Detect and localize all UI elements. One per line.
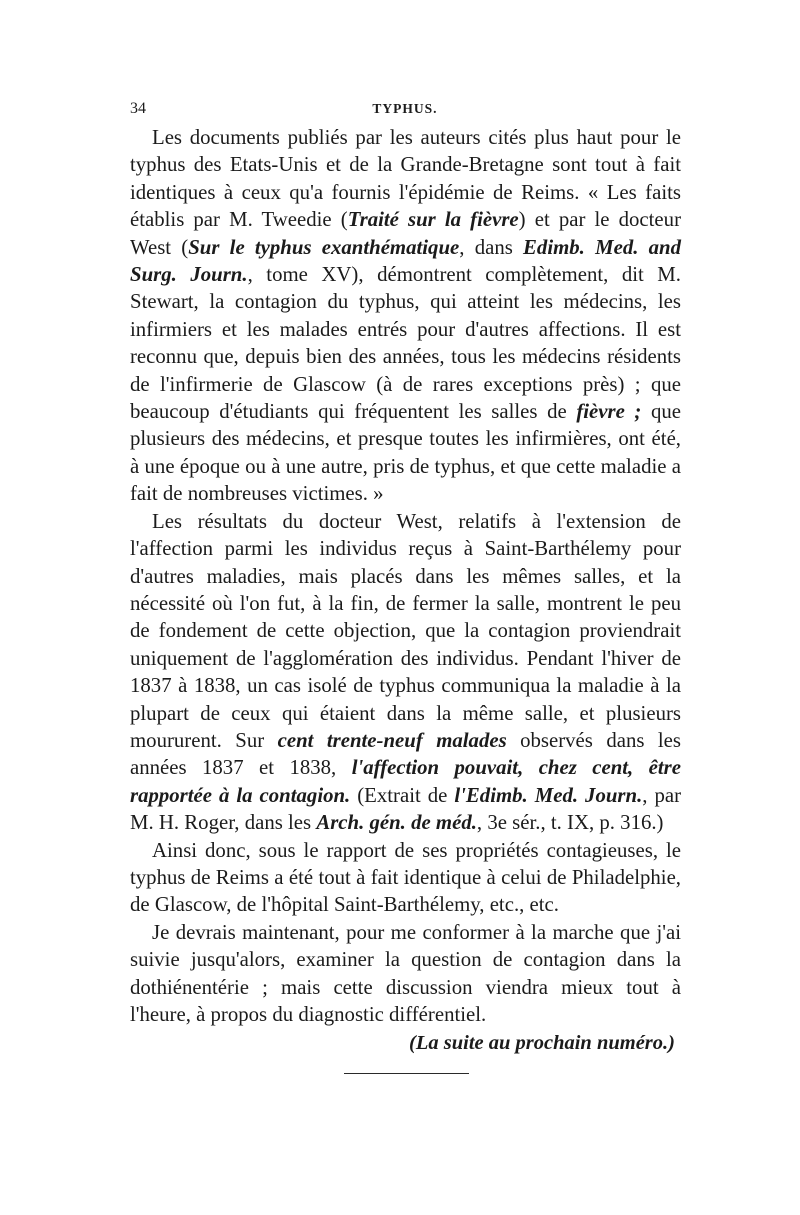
body-text	[130, 124, 681, 1028]
italic-run: cent trente-neuf malades	[277, 728, 507, 752]
text-run: , dans	[459, 235, 524, 259]
text-run: (Extrait de	[350, 783, 455, 807]
text-run: Les documents publiés par les auteurs cités plus haut pour le typhus des Etats-Unis et de la Grande-Bretagne sont tout à fait identiques à ceux qu'a fournis l'épidémie de Reims. « Les faits établis par M. Tweedie (	[130, 126, 681, 232]
italic-run: Traité sur la fièvre	[347, 208, 519, 232]
italic-run: l'affection pouvait, chez cent, être rapportée à la contagion.	[130, 756, 682, 807]
running-head	[130, 100, 680, 124]
paragraph	[130, 919, 681, 1029]
paragraph	[130, 508, 681, 837]
closing-rule	[344, 1073, 469, 1074]
text-run: , par M. H. Roger, dans les	[130, 783, 682, 835]
italic-run: Edimb. Med. and Surg. Journ.	[130, 235, 682, 287]
italic-run: Arch. gén. de méd.	[316, 811, 477, 835]
text-run: observés dans les années 1837 et 1838,	[130, 728, 681, 780]
text-run: Ainsi donc, sous le rapport de ses propriétés contagieuses, le typhus de Reims a été tout à fait identique à celui de Philadelphie, de Glascow, de l'hôpital Saint-Barthélemy, etc., etc.	[130, 838, 681, 917]
running-title: TYPHUS.	[372, 101, 438, 116]
text-run: , tome XV), démontrent complètement, dit M. Stewart, la contagion du typhus, qui atteint les médecins, les infirmiers et les malades entrés pour d'autres affections. Il est reconnu que, depuis bien des années, tous les médecins résidents de l'infirmerie de Glascow (à de rares exceptions près) ; que beaucoup d'étudiants qui fréquentent les salles de	[130, 263, 681, 424]
text-run: Je devrais maintenant, pour me conformer à la marche que j'ai suivie jusqu'alors, examiner la question de contagion dans la dothiénentérie ; mais cette discussion viendra mieux tout à l'heure, à propos du diagnostic différentiel.	[130, 920, 681, 1026]
paragraph	[130, 124, 681, 508]
text-run: que plusieurs des médecins, et presque toutes les infirmières, ont été, à une époque ou à une autre, pris de typhus, et que cette maladie a fait de nombreuses victimes. »	[130, 400, 682, 506]
paragraph	[130, 837, 681, 919]
text-run: ) et par le docteur West (	[130, 208, 681, 259]
italic-run: fièvre ;	[576, 400, 642, 424]
continuation-note: (La suite au prochain numéro.)	[409, 1032, 675, 1054]
text-run: , 3e sér., t. IX, p. 316.)	[476, 811, 664, 835]
italic-run: l'Edimb. Med. Journ.	[454, 783, 643, 807]
text-run: Les résultats du docteur West, relatifs à l'extension de l'affection parmi les individus reçus à Saint-Barthélemy pour d'autres maladies, mais placés dans les mêmes salles, et la nécessité où l'on fut, à la fin, de fermer la salle, montrent le peu de fondement de cette objection, que la contagion proviendrait uniquement de l'agglomération des individus. Pendant l'hiver de 1837 à 1838, un cas isolé de typhus communiqua la maladie à la plupart de ceux qui étaient dans la même salle, et plusieurs moururent. Sur	[130, 509, 681, 752]
italic-run: Sur le typhus exanthématique	[188, 235, 460, 259]
page-number: 34	[130, 100, 146, 117]
